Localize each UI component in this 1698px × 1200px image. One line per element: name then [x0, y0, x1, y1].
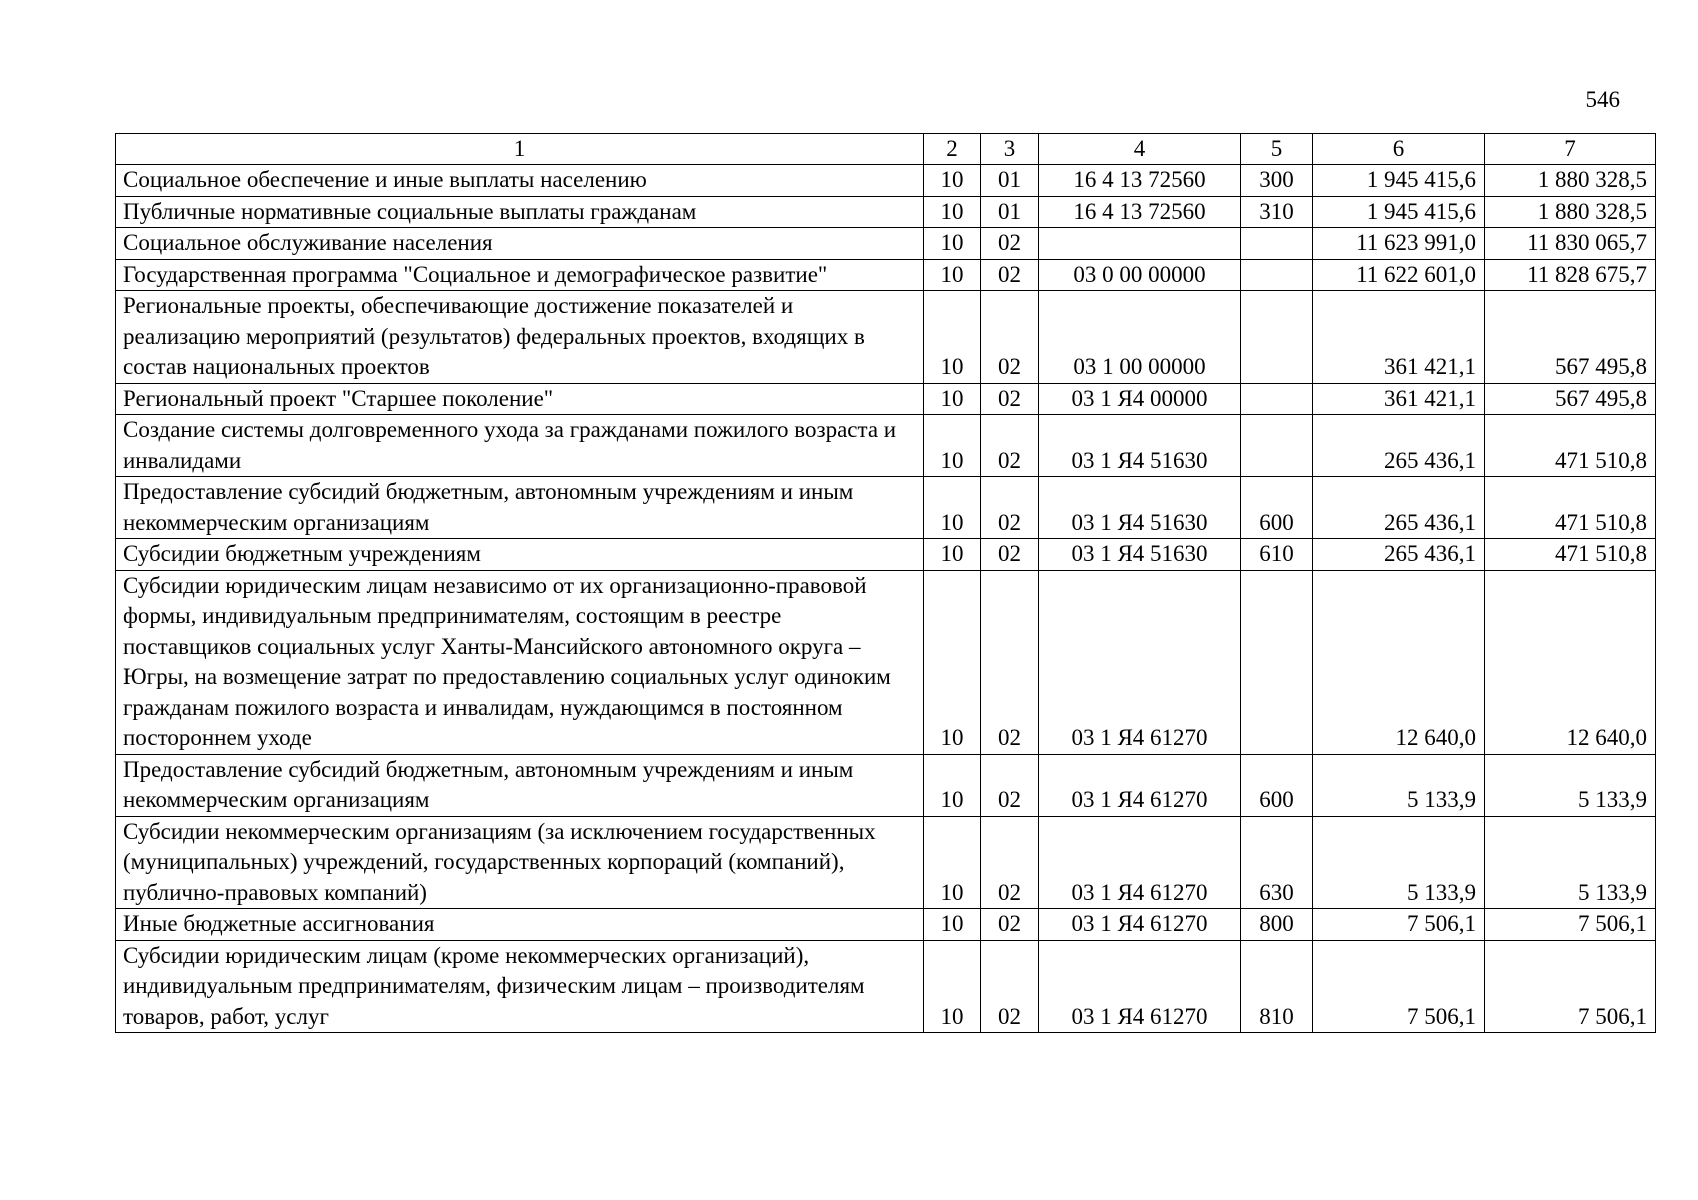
- amount-col6-cell: 7 506,1: [1313, 909, 1485, 941]
- item-name-cell: Предоставление субсидий бюджетным, автономным учреждениям и иным некоммерческим организациям: [116, 754, 924, 816]
- amount-col6-cell: 1 945 415,6: [1313, 196, 1485, 228]
- subsection-code-cell: 02: [981, 477, 1039, 539]
- expense-type-cell: 630: [1241, 816, 1313, 909]
- amount-col7-cell: 1 880 328,5: [1485, 165, 1656, 197]
- amount-col7-cell: 11 830 065,7: [1485, 228, 1656, 260]
- item-name-cell: Субсидии бюджетным учреждениям: [116, 539, 924, 571]
- section-code-cell: 10: [924, 196, 981, 228]
- item-name-cell: Социальное обслуживание населения: [116, 228, 924, 260]
- amount-col7-cell: 471 510,8: [1485, 539, 1656, 571]
- section-code-cell: 10: [924, 570, 981, 754]
- target-article-cell: 03 1 Я4 61270: [1039, 754, 1241, 816]
- expense-type-cell: [1241, 415, 1313, 477]
- subsection-code-cell: 02: [981, 415, 1039, 477]
- target-article-cell: 03 1 Я4 61270: [1039, 570, 1241, 754]
- table-row: [116, 477, 1656, 539]
- target-article-cell: 16 4 13 72560: [1039, 196, 1241, 228]
- expense-type-cell: 310: [1241, 196, 1313, 228]
- amount-col7-cell: 471 510,8: [1485, 415, 1656, 477]
- section-code-cell: 10: [924, 477, 981, 539]
- subsection-code-cell: 02: [981, 383, 1039, 415]
- expense-type-cell: 600: [1241, 754, 1313, 816]
- section-code-cell: 10: [924, 291, 981, 384]
- amount-col6-cell: 265 436,1: [1313, 415, 1485, 477]
- header-cell-1: 1: [116, 134, 924, 165]
- target-article-cell: [1039, 228, 1241, 260]
- subsection-code-cell: 02: [981, 940, 1039, 1033]
- amount-col7-cell: 7 506,1: [1485, 909, 1656, 941]
- table-row: [116, 259, 1656, 291]
- section-code-cell: 10: [924, 165, 981, 197]
- amount-col7-cell: 5 133,9: [1485, 754, 1656, 816]
- subsection-code-cell: 02: [981, 259, 1039, 291]
- subsection-code-cell: 02: [981, 754, 1039, 816]
- subsection-code-cell: 02: [981, 291, 1039, 384]
- header-cell-4: 4: [1039, 134, 1241, 165]
- expense-type-cell: 800: [1241, 909, 1313, 941]
- header-cell-5: 5: [1241, 134, 1313, 165]
- item-name-cell: Региональные проекты, обеспечивающие достижение показателей и реализацию мероприятий (результатов) федеральных проектов, входящих в состав национальных проектов: [116, 291, 924, 384]
- item-name-cell: Региональный проект "Старшее поколение": [116, 383, 924, 415]
- section-code-cell: 10: [924, 415, 981, 477]
- table-row: [116, 816, 1656, 909]
- table-row: [116, 754, 1656, 816]
- subsection-code-cell: 02: [981, 909, 1039, 941]
- item-name-cell: Иные бюджетные ассигнования: [116, 909, 924, 941]
- item-name-cell: Субсидии юридическим лицам независимо от их организационно-правовой формы, индивидуальным предпринимателям, состоящим в реестре поставщиков социальных услуг Ханты-Мансийского автономного округа – Югры, на возмещение затрат по предоставлению социальных услуг одиноким гражданам пожилого возраста и инвалидам, нуждающимся в постоянном постороннем уходе: [116, 570, 924, 754]
- amount-col6-cell: 7 506,1: [1313, 940, 1485, 1033]
- target-article-cell: 03 1 Я4 51630: [1039, 539, 1241, 571]
- item-name-cell: Создание системы долговременного ухода за гражданами пожилого возраста и инвалидами: [116, 415, 924, 477]
- header-row: [116, 134, 1656, 165]
- amount-col6-cell: 5 133,9: [1313, 816, 1485, 909]
- target-article-cell: 03 0 00 00000: [1039, 259, 1241, 291]
- table-row: [116, 383, 1656, 415]
- amount-col7-cell: 1 880 328,5: [1485, 196, 1656, 228]
- expense-type-cell: 810: [1241, 940, 1313, 1033]
- target-article-cell: 03 1 00 00000: [1039, 291, 1241, 384]
- amount-col6-cell: 12 640,0: [1313, 570, 1485, 754]
- table-row: [116, 228, 1656, 260]
- item-name-cell: Государственная программа "Социальное и демографическое развитие": [116, 259, 924, 291]
- amount-col6-cell: 5 133,9: [1313, 754, 1485, 816]
- item-name-cell: Предоставление субсидий бюджетным, автономным учреждениям и иным некоммерческим организациям: [116, 477, 924, 539]
- amount-col6-cell: 265 436,1: [1313, 539, 1485, 571]
- header-cell-7: 7: [1485, 134, 1656, 165]
- expense-type-cell: [1241, 259, 1313, 291]
- amount-col7-cell: 7 506,1: [1485, 940, 1656, 1033]
- amount-col6-cell: 361 421,1: [1313, 383, 1485, 415]
- subsection-code-cell: 02: [981, 228, 1039, 260]
- table-row: [116, 570, 1656, 754]
- budget-table-body: [116, 134, 1656, 1033]
- budget-table: [115, 133, 1656, 1033]
- expense-type-cell: [1241, 228, 1313, 260]
- amount-col6-cell: 11 623 991,0: [1313, 228, 1485, 260]
- page-number: 546: [1585, 87, 1620, 112]
- target-article-cell: 03 1 Я4 61270: [1039, 816, 1241, 909]
- expense-type-cell: 300: [1241, 165, 1313, 197]
- amount-col7-cell: 12 640,0: [1485, 570, 1656, 754]
- subsection-code-cell: 02: [981, 570, 1039, 754]
- target-article-cell: 03 1 Я4 51630: [1039, 477, 1241, 539]
- table-row: [116, 165, 1656, 197]
- target-article-cell: 16 4 13 72560: [1039, 165, 1241, 197]
- expense-type-cell: [1241, 291, 1313, 384]
- subsection-code-cell: 02: [981, 539, 1039, 571]
- amount-col6-cell: 265 436,1: [1313, 477, 1485, 539]
- item-name-cell: Социальное обеспечение и иные выплаты населению: [116, 165, 924, 197]
- expense-type-cell: 610: [1241, 539, 1313, 571]
- header-cell-6: 6: [1313, 134, 1485, 165]
- section-code-cell: 10: [924, 383, 981, 415]
- subsection-code-cell: 02: [981, 816, 1039, 909]
- amount-col7-cell: 5 133,9: [1485, 816, 1656, 909]
- amount-col6-cell: 1 945 415,6: [1313, 165, 1485, 197]
- expense-type-cell: 600: [1241, 477, 1313, 539]
- table-row: [116, 291, 1656, 384]
- expense-type-cell: [1241, 383, 1313, 415]
- amount-col7-cell: 567 495,8: [1485, 291, 1656, 384]
- target-article-cell: 03 1 Я4 61270: [1039, 940, 1241, 1033]
- subsection-code-cell: 01: [981, 165, 1039, 197]
- section-code-cell: 10: [924, 228, 981, 260]
- table-row: [116, 940, 1656, 1033]
- section-code-cell: 10: [924, 909, 981, 941]
- header-cell-2: 2: [924, 134, 981, 165]
- section-code-cell: 10: [924, 539, 981, 571]
- target-article-cell: 03 1 Я4 51630: [1039, 415, 1241, 477]
- header-cell-3: 3: [981, 134, 1039, 165]
- item-name-cell: Публичные нормативные социальные выплаты гражданам: [116, 196, 924, 228]
- amount-col7-cell: 567 495,8: [1485, 383, 1656, 415]
- table-row: [116, 909, 1656, 941]
- subsection-code-cell: 01: [981, 196, 1039, 228]
- table-row: [116, 196, 1656, 228]
- target-article-cell: 03 1 Я4 61270: [1039, 909, 1241, 941]
- section-code-cell: 10: [924, 754, 981, 816]
- section-code-cell: 10: [924, 259, 981, 291]
- target-article-cell: 03 1 Я4 00000: [1039, 383, 1241, 415]
- table-row: [116, 415, 1656, 477]
- section-code-cell: 10: [924, 940, 981, 1033]
- expense-type-cell: [1241, 570, 1313, 754]
- section-code-cell: 10: [924, 816, 981, 909]
- item-name-cell: Субсидии юридическим лицам (кроме некоммерческих организаций), индивидуальным предпринимателям, физическим лицам – производителям товаров, работ, услуг: [116, 940, 924, 1033]
- amount-col6-cell: 11 622 601,0: [1313, 259, 1485, 291]
- amount-col6-cell: 361 421,1: [1313, 291, 1485, 384]
- amount-col7-cell: 471 510,8: [1485, 477, 1656, 539]
- amount-col7-cell: 11 828 675,7: [1485, 259, 1656, 291]
- item-name-cell: Субсидии некоммерческим организациям (за исключением государственных (муниципальных) учреждений, государственных корпораций (компаний), публично-правовых компаний): [116, 816, 924, 909]
- table-row: [116, 539, 1656, 571]
